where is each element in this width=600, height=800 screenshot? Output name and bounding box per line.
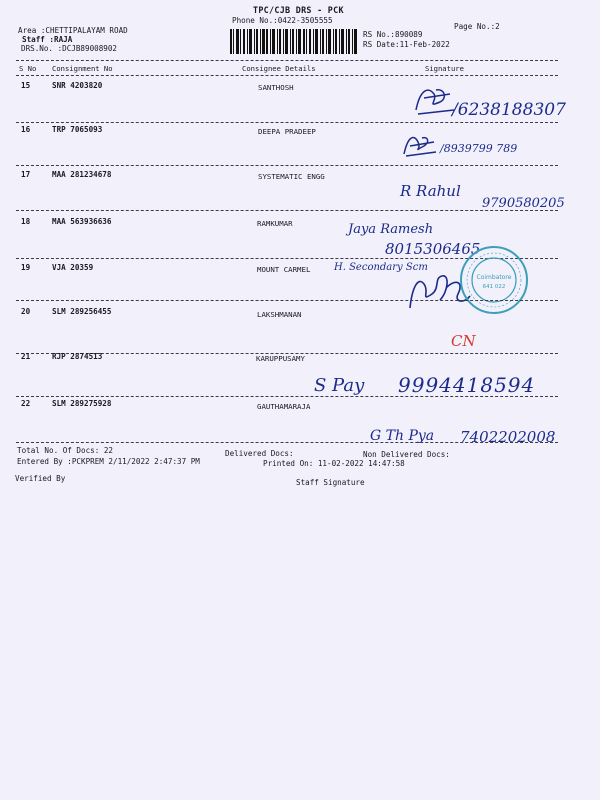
row-consignee: LAKSHMANAN xyxy=(257,310,302,319)
divider xyxy=(16,300,558,301)
divider xyxy=(16,442,558,443)
non-delivered-docs: Non Delivered Docs: xyxy=(363,450,450,459)
row-consignment: MAA 563936636 xyxy=(52,217,112,226)
row-sno: 22 xyxy=(21,399,31,408)
staff-label: Staff :RAJA xyxy=(22,35,73,44)
column-header-consignee: Consignee Details xyxy=(242,64,316,73)
row-sno: 15 xyxy=(21,81,31,90)
handwritten-name: R Rahul xyxy=(400,182,461,200)
row-consignment: SLM 289256455 xyxy=(52,307,112,316)
row-consignee: KARUPPUSAMY xyxy=(256,354,305,363)
handwritten-phone: 9994418594 xyxy=(398,373,536,397)
row-consignment: MAA 281234678 xyxy=(52,170,112,179)
handwritten-name: Jaya Ramesh xyxy=(348,222,434,237)
delivered-docs: Delivered Docs: xyxy=(225,449,294,458)
printed-on: Printed On: 11-02-2022 14:47:58 xyxy=(263,459,405,468)
handwritten-name: G Th Pya xyxy=(370,428,435,444)
divider xyxy=(16,210,558,211)
handwritten-phone: /8939799 789 xyxy=(440,142,518,155)
barcode-image xyxy=(230,29,357,54)
row-consignee: SANTHOSH xyxy=(258,83,294,92)
divider xyxy=(16,396,558,397)
row-consignee: SYSTEMATIC ENGG xyxy=(258,172,325,181)
handwritten-name: S Pay xyxy=(314,375,365,396)
drs-number: DRS.No. :DCJB89008902 xyxy=(21,44,118,53)
row-consignment: VJA 20359 xyxy=(52,263,94,272)
handwritten-phone: 9790580205 xyxy=(482,196,565,211)
verified-by: Verified By xyxy=(15,474,66,483)
rs-number: RS No.:890089 xyxy=(363,30,423,39)
stamp-text: Coimbatore xyxy=(476,274,512,281)
divider xyxy=(16,75,558,76)
row-consignee: MOUNT CARMEL xyxy=(257,265,311,274)
column-header-sno: S No xyxy=(19,64,37,73)
area-label: Area :CHETTIPALAYAM ROAD xyxy=(18,26,128,35)
handwritten-mark-red: CN xyxy=(451,332,476,350)
row-consignment: TRP 7065093 xyxy=(52,125,103,134)
row-sno: 21 xyxy=(21,352,31,361)
staff-signature-label: Staff Signature xyxy=(296,478,365,487)
row-sno: 16 xyxy=(21,125,31,134)
row-consignment: SNR 4203820 xyxy=(52,81,103,90)
row-consignee: DEEPA PRADEEP xyxy=(258,127,316,136)
page-number: Page No.:2 xyxy=(454,22,500,31)
divider xyxy=(16,60,558,61)
document-title: TPC/CJB DRS - PCK xyxy=(253,5,344,15)
row-sno: 17 xyxy=(21,170,31,179)
total-docs: Total No. Of Docs: 22 xyxy=(17,446,114,455)
divider xyxy=(16,165,558,166)
handwritten-signature xyxy=(400,130,442,160)
handwritten-note: H. Secondary Scm xyxy=(334,262,428,273)
column-header-consignment: Consignment No xyxy=(52,64,113,73)
circular-stamp xyxy=(458,244,530,316)
column-header-signature: Signature xyxy=(425,64,464,73)
stamp-pin: 641 022 xyxy=(482,284,506,290)
row-sno: 18 xyxy=(21,217,31,226)
row-sno: 20 xyxy=(21,307,31,316)
entered-by: Entered By :PCKPREM 2/11/2022 2:47:37 PM xyxy=(17,457,200,466)
row-consignment: RJP 2874513 xyxy=(52,352,103,361)
rs-date: RS Date:11-Feb-2022 xyxy=(363,40,450,49)
phone-number: Phone No.:0422-3505555 xyxy=(232,16,333,25)
row-consignee: RAMKUMAR xyxy=(257,219,293,228)
row-sno: 19 xyxy=(21,263,31,272)
handwritten-phone: 7402202008 xyxy=(460,428,556,446)
row-consignee: GAUTHAMARAJA xyxy=(257,402,311,411)
divider xyxy=(16,122,558,123)
row-consignment: SLM 289275928 xyxy=(52,399,112,408)
handwritten-phone: 8015306465 xyxy=(385,240,481,258)
handwritten-phone: /6238188307 xyxy=(452,100,566,120)
